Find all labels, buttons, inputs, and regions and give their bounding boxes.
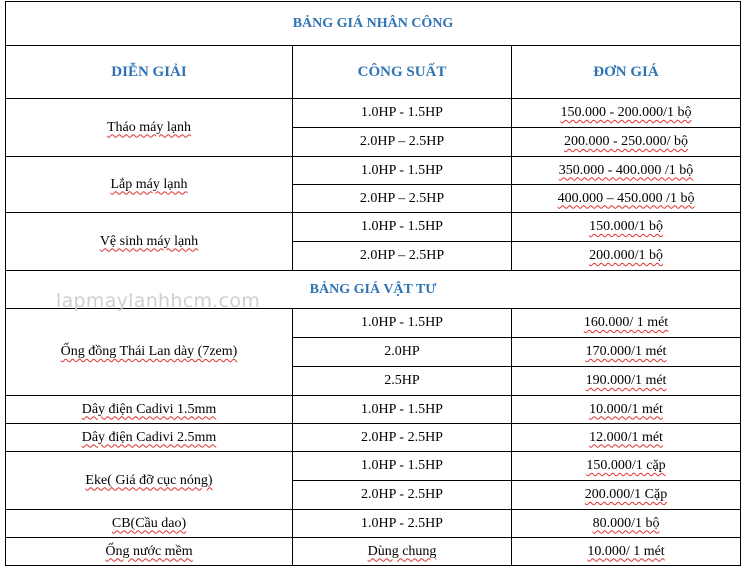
row-description: Ống nước mềm <box>6 538 293 566</box>
header-capacity: CÔNG SUẤT <box>293 46 512 99</box>
row-price: 200.000 - 250.000/ bộ <box>512 128 741 157</box>
table-row <box>6 424 741 452</box>
row-capacity: Dùng chung <box>293 538 512 566</box>
table-row <box>6 452 741 481</box>
row-capacity: 2.0HP – 2.5HP <box>293 242 512 271</box>
row-price: 400.000 – 450.000 /1 bộ <box>512 185 741 213</box>
row-price: 12.000/1 mét <box>512 424 741 452</box>
row-capacity: 2.0HP - 2.5HP <box>293 481 512 510</box>
row-price: 190.000/1 mét <box>512 367 741 396</box>
row-capacity: 1.0HP - 1.5HP <box>293 396 512 424</box>
row-price: 150.000/1 cặp <box>512 452 741 481</box>
table-row <box>6 213 741 242</box>
row-capacity: 1.0HP - 1.5HP <box>293 157 512 185</box>
row-price: 150.000/1 bộ <box>512 213 741 242</box>
row-price: 350.000 - 400.000 /1 bộ <box>512 157 741 185</box>
labor-title: BẢNG GIÁ NHÂN CÔNG <box>6 2 741 46</box>
row-description: Vệ sinh máy lạnh <box>6 213 293 271</box>
row-description: Dây điện Cadivi 2.5mm <box>6 424 293 452</box>
row-price: 170.000/1 mét <box>512 338 741 367</box>
row-capacity: 1.0HP - 2.5HP <box>293 510 512 538</box>
row-capacity: 1.0HP - 1.5HP <box>293 309 512 338</box>
price-table <box>5 1 741 566</box>
header-price: ĐƠN GIÁ <box>512 46 741 99</box>
row-capacity: 1.0HP - 1.5HP <box>293 213 512 242</box>
row-description: Lắp máy lạnh <box>6 157 293 213</box>
row-description: CB(Cầu dao) <box>6 510 293 538</box>
row-price: 160.000/ 1 mét <box>512 309 741 338</box>
row-capacity: 2.5HP <box>293 367 512 396</box>
row-capacity: 2.0HP – 2.5HP <box>293 128 512 157</box>
row-price: 200.000/1 bộ <box>512 242 741 271</box>
row-price: 80.000/1 bộ <box>512 510 741 538</box>
row-description: Eke( Giá đỡ cục nóng) <box>6 452 293 510</box>
row-capacity: 1.0HP - 1.5HP <box>293 452 512 481</box>
materials-title: BẢNG GIÁ VẬT TƯ <box>6 271 741 309</box>
row-capacity: 2.0HP <box>293 338 512 367</box>
table-row <box>6 99 741 128</box>
row-price: 10.000/ 1 mét <box>512 538 741 566</box>
header-description: DIỄN GIẢI <box>6 46 293 99</box>
row-description: Tháo máy lạnh <box>6 99 293 157</box>
row-description: Ống đồng Thái Lan dày (7zem) <box>6 309 293 396</box>
table-row <box>6 538 741 566</box>
row-capacity: 2.0HP - 2.5HP <box>293 424 512 452</box>
row-price: 10.000/1 mét <box>512 396 741 424</box>
watermark-text: lapmaylanhhcm.com <box>56 290 261 312</box>
row-capacity: 2.0HP – 2.5HP <box>293 185 512 213</box>
row-price: 200.000/1 Cặp <box>512 481 741 510</box>
table-row <box>6 309 741 338</box>
table-row <box>6 510 741 538</box>
table-row <box>6 157 741 185</box>
row-price: 150.000 - 200.000/1 bộ <box>512 99 741 128</box>
row-capacity: 1.0HP - 1.5HP <box>293 99 512 128</box>
table-row <box>6 396 741 424</box>
row-description: Dây điện Cadivi 1.5mm <box>6 396 293 424</box>
